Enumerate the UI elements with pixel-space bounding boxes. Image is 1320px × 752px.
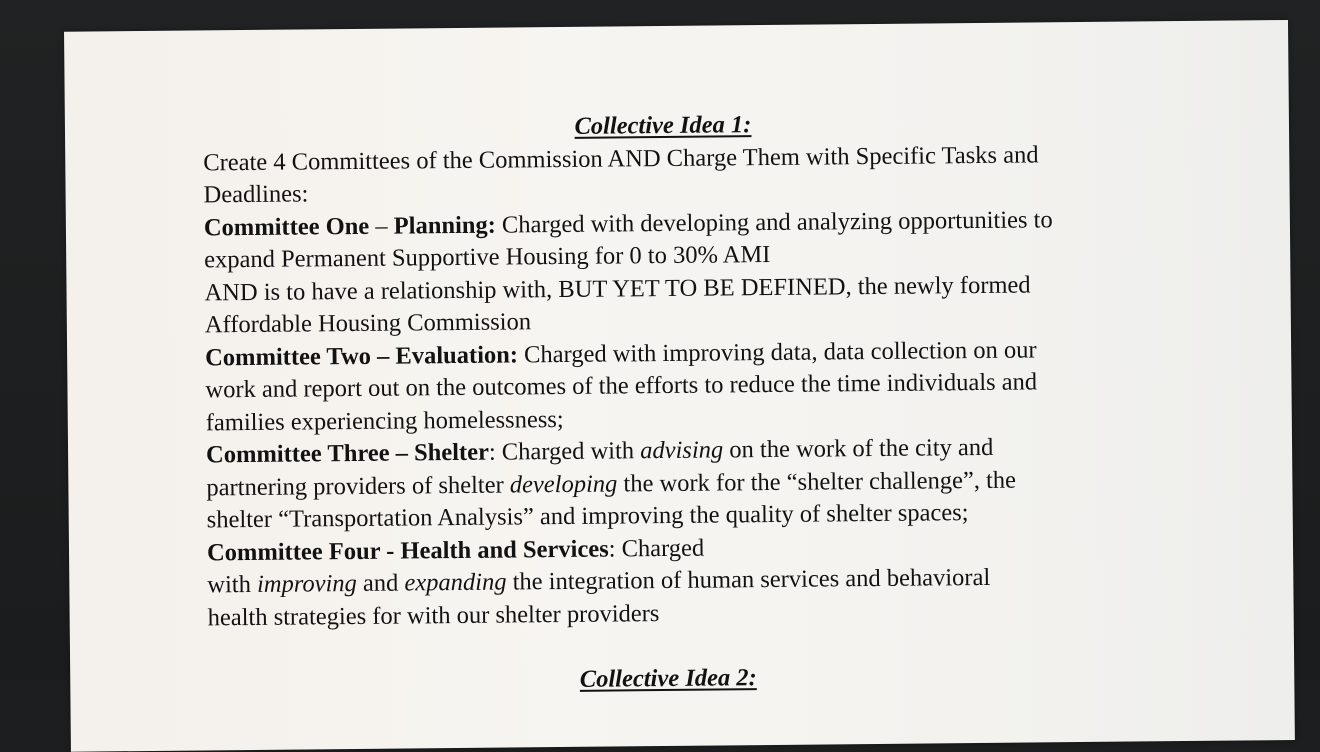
committee-one-text-1: Charged with developing and analyzing opportunities to: [495, 205, 1053, 239]
intro-line-1: Create 4 Committees of the Commission AND Charge Them with Specific Tasks and: [203, 140, 1039, 176]
heading-collective-idea-2: Collective Idea 2:: [579, 664, 757, 693]
committee-one-label: Committee One: [203, 212, 370, 241]
intro-line-2: Deadlines:: [203, 180, 309, 209]
committee-four-label: Committee Four - Health and Services: [206, 535, 609, 566]
committee-one-line-3: AND is to have a relationship with, BUT YET TO BE DEFINED, the newly formed: [204, 270, 1031, 306]
committee-two-text-1: Charged with improving data, data collection on our: [517, 335, 1037, 368]
heading-collective-idea-1: Collective Idea 1:: [574, 111, 752, 140]
committee-four-text-2a: with: [207, 570, 258, 599]
committee-three-text-1c: on the work of the city and: [723, 433, 994, 464]
committee-four-line-3: health strategies for with our shelter providers: [207, 599, 660, 631]
committee-two-line-2: work and report out on the outcomes of the efforts to reduce the time individuals and: [205, 368, 1038, 404]
committee-three-label: Committee Three – Shelter: [205, 438, 490, 469]
committee-one-topic: Planning:: [393, 211, 496, 240]
committee-three-text-2c: the work for the “shelter challenge”, the: [617, 466, 1017, 497]
committee-three-text-2a: partnering providers of shelter: [206, 471, 510, 501]
committee-one-separator: –: [369, 212, 394, 240]
document-text: [203, 105, 1169, 700]
committee-four-text-2c: and: [356, 569, 405, 597]
committee-four-text-1: : Charged: [608, 534, 705, 563]
committee-one-line-4: Affordable Housing Commission: [204, 308, 532, 339]
committee-three-text-1a: : Charged with: [488, 437, 641, 466]
committee-three-line-3: shelter “Transportation Analysis” and improving the quality of shelter spaces;: [206, 499, 969, 534]
committee-three-developing: developing: [509, 469, 618, 499]
committee-four-expanding: expanding: [404, 568, 507, 597]
committee-one-line-2: expand Permanent Supportive Housing for 0 to 30% AMI: [204, 240, 771, 274]
committee-two-line-3: families experiencing homelessness;: [205, 405, 564, 436]
committee-three-advising: advising: [640, 436, 724, 465]
paper-sheet: [64, 20, 1295, 752]
committee-two-label: Committee Two – Evaluation:: [205, 340, 519, 371]
committee-four-text-2e: the integration of human services and behavioral: [506, 563, 991, 596]
committee-four-improving: improving: [256, 569, 357, 598]
